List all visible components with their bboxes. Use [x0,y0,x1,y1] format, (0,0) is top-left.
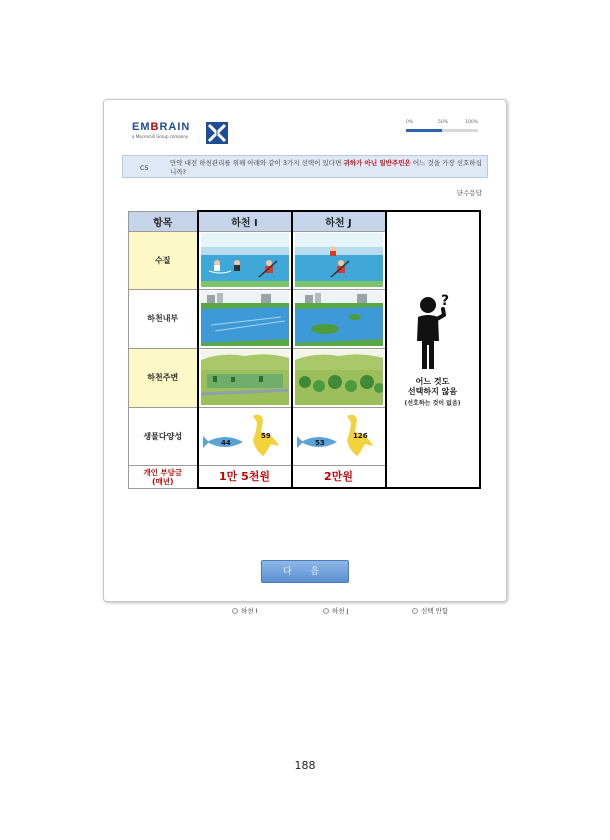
header-option-j: 하천 J [292,211,386,231]
bird-count-i: 59 [260,432,271,440]
embrain-logo [132,121,190,139]
fish-count-i: 44 [220,439,231,447]
bird-count-j: 126 [352,432,368,440]
cost-label-line2: (매년) [152,476,174,486]
logo-text-suffix: RAIN [159,121,191,133]
river-inside-j-image [295,291,383,346]
biodiversity-i-image [201,410,289,462]
question-highlight: 귀하가 아닌 일반주민은 [343,159,411,167]
logo-text-prefix: EM [132,121,151,133]
attr-river-surroundings: 하천주변 [129,348,198,407]
cost-label-line1: 개인 부담금 [143,467,183,477]
radio-option-i-label: 하천 I [241,607,258,615]
radio-option-j-label: 하천 J [332,607,349,615]
biodiversity-j-image [295,410,383,462]
radio-option-i[interactable] [232,606,258,615]
river-surroundings-j-cell [292,348,386,407]
choice-table [128,210,481,489]
progress-tick-0: 0% [406,120,414,125]
page-number: 188 [294,759,316,772]
thinking-person-icon [413,293,453,373]
survey-window [103,99,507,615]
logo-text-highlight: B [150,121,160,133]
no-choice-option [386,211,480,488]
biodiversity-j-cell [292,407,386,465]
river-surroundings-i-cell [198,348,292,407]
progress-tick-50: 50% [438,120,449,125]
header-attribute: 항목 [129,211,198,231]
question-text-before: 만약 대전 하천관리를 위해 아래와 같이 3가지 선택이 있다면 [170,159,342,167]
question-box [122,155,488,178]
radio-button-icon[interactable] [412,608,418,614]
macromill-logo-icon [206,122,228,144]
next-button[interactable]: 다 음 [261,560,349,583]
cost-option-j: 2만원 [292,465,386,488]
no-choice-line1: 어느 것도 [415,376,450,386]
progress-bar [406,129,478,132]
radio-option-j[interactable] [323,606,349,615]
river-inside-i-cell [198,289,292,348]
water-quality-j-cell [292,231,386,289]
fish-count-j: 53 [314,439,325,447]
progress-tick-100: 100% [465,120,478,125]
radio-option-none[interactable] [412,606,448,615]
radio-button-icon[interactable] [323,608,329,614]
river-inside-i-image [201,291,289,346]
logo-tagline: a Macromill Group company [132,134,189,139]
radio-option-none-label: 선택 안함 [421,607,449,615]
no-choice-line2: 선택하지 않음 [407,386,458,396]
radio-button-icon[interactable] [232,608,238,614]
progress-indicator [406,120,478,132]
river-inside-j-cell [292,289,386,348]
question-text-after: 어느 것을 가장 선호하십니까? [170,159,482,176]
river-surroundings-j-image [295,350,383,405]
attr-biodiversity: 생물다양성 [129,407,198,465]
water-quality-j-image [295,233,383,287]
question-number: C5 [140,164,149,172]
water-quality-i-cell [198,231,292,289]
question-text [170,159,485,177]
no-choice-subtext: (선호하는 것이 없음) [404,399,461,407]
attr-cost [129,465,198,488]
cost-option-i: 1만 5천원 [198,465,292,488]
biodiversity-i-cell [198,407,292,465]
header-option-i: 하천 I [198,211,292,231]
river-surroundings-i-image [201,350,289,405]
response-type-label: 단수응답 [456,189,482,197]
attr-water-quality: 수질 [129,231,198,289]
svg-text:?: ? [440,292,449,309]
attr-river-inside: 하천내부 [129,289,198,348]
water-quality-i-image [201,233,289,287]
progress-bar-fill [406,129,442,132]
